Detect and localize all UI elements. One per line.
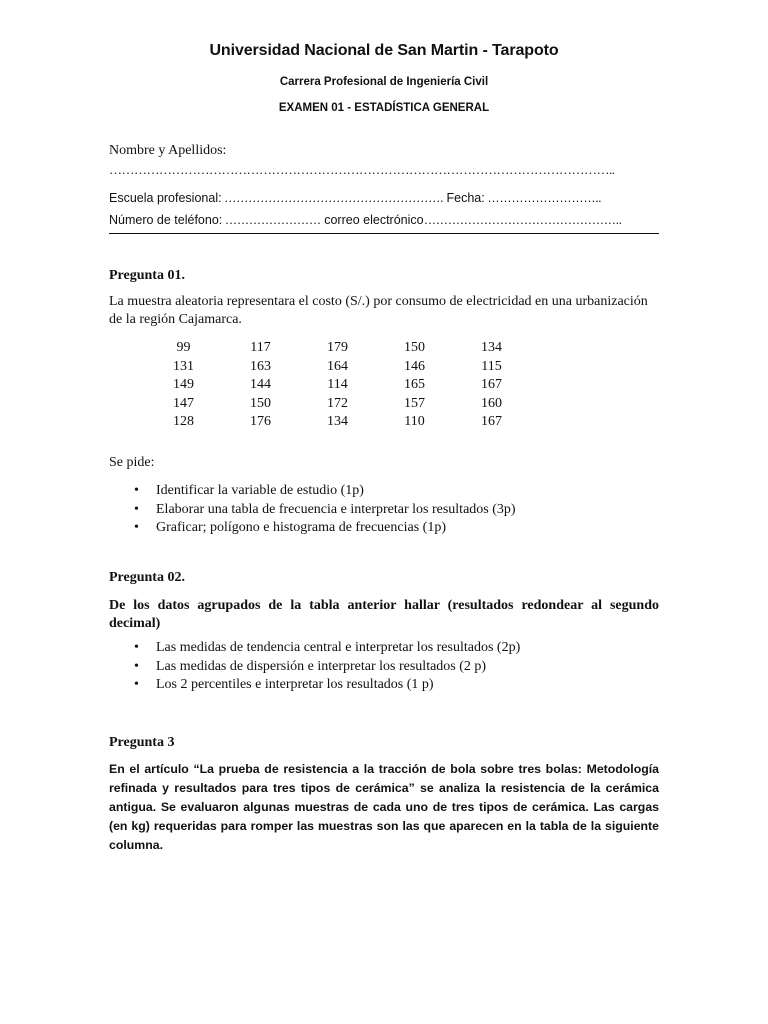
table-cell: 167 xyxy=(481,377,502,393)
table-cell: 110 xyxy=(404,414,425,430)
table-cell: 146 xyxy=(404,358,425,374)
date-field-dots: : ……………………….. xyxy=(481,191,602,205)
bullet-icon: • xyxy=(134,501,139,517)
table-cell: 150 xyxy=(404,340,425,356)
bullet-icon: • xyxy=(134,677,139,692)
school-field-dots: : ………………………………………………. xyxy=(218,191,444,205)
bullet-icon: • xyxy=(134,658,139,674)
table-row xyxy=(145,413,530,432)
table-cell: 167 xyxy=(481,414,502,430)
table-cell: 172 xyxy=(327,395,348,411)
list-item-text: Elaborar una tabla de frecuencia e interpretar los resultados (3p) xyxy=(156,501,516,517)
phone-row xyxy=(109,213,622,227)
list-item-text: Identificar la variable de estudio (1p) xyxy=(156,483,364,498)
question-1-tasks xyxy=(109,482,516,538)
career-title: Carrera Profesional de Ingeniería Civil xyxy=(279,76,489,88)
table-cell: 157 xyxy=(404,395,425,411)
school-label: Escuela profesional xyxy=(109,191,219,205)
table-cell: 131 xyxy=(173,358,194,374)
table-cell: 164 xyxy=(327,358,348,374)
list-item xyxy=(109,676,520,695)
list-item xyxy=(109,501,516,520)
bullet-icon: • xyxy=(134,483,139,498)
table-cell: 99 xyxy=(176,340,191,356)
list-item xyxy=(109,519,516,538)
question-3-text: En el artículo “La prueba de resistencia a la tracción de bola sobre tres bolas: Metodología refinada y resultados para tres tipos de cerámica” se analiza la resistencia de la cerámica antigua. Se evaluaron algunas muestras de cada uno de tres tipos de cerámica. Las cargas (en kg) requeridas para romper las muestras son las que aparecen en la tabla de la siguiente columna. xyxy=(109,762,659,852)
list-item xyxy=(109,639,520,658)
table-cell: 150 xyxy=(250,395,271,411)
list-item xyxy=(109,482,516,501)
list-item xyxy=(109,658,520,677)
table-row xyxy=(145,339,530,358)
table-cell: 179 xyxy=(327,340,348,356)
header-divider xyxy=(109,233,659,234)
phone-field-dots: : …………………… xyxy=(218,213,321,227)
name-field-dots: ………………………………………………………………………………………………………….. xyxy=(109,162,615,177)
list-item-text: Las medidas de dispersión e interpretar los resultados (2 p) xyxy=(156,658,487,674)
table-cell: 117 xyxy=(250,340,271,356)
table-cell: 115 xyxy=(481,358,502,374)
table-cell: 134 xyxy=(481,340,502,356)
school-row xyxy=(109,191,601,205)
table-cell: 160 xyxy=(481,395,502,411)
se-pide-label: Se pide: xyxy=(109,455,155,470)
table-row xyxy=(145,395,530,414)
table-cell: 114 xyxy=(327,377,348,393)
table-cell: 165 xyxy=(404,377,425,393)
table-row xyxy=(145,358,530,377)
question-1-heading: Pregunta 01. xyxy=(109,268,185,283)
question-2-tasks xyxy=(109,639,520,695)
phone-label: Número de teléfono xyxy=(109,213,219,227)
list-item-text: Graficar; polígono e histograma de frecuencias (1p) xyxy=(156,520,446,535)
question-2-text: De los datos agrupados de la tabla anterior hallar (resultados redondear al segundo decimal) xyxy=(109,598,659,631)
table-cell: 163 xyxy=(250,358,271,374)
exam-title: EXAMEN 01 - ESTADÍSTICA GENERAL xyxy=(278,102,490,114)
question-3-heading: Pregunta 3 xyxy=(109,735,175,750)
table-cell: 144 xyxy=(250,377,271,393)
bullet-icon: • xyxy=(134,520,139,535)
name-label: Nombre y Apellidos: xyxy=(109,143,227,158)
table-cell: 147 xyxy=(173,395,194,411)
table-cell: 128 xyxy=(173,414,194,430)
table-cell: 134 xyxy=(327,414,348,430)
bullet-icon: • xyxy=(134,640,139,655)
question-1-text: La muestra aleatoria representara el costo (S/.) por consumo de electricidad en una urbanización de la región Cajamarca. xyxy=(109,294,648,327)
email-field-dots: ………………………………………….. xyxy=(423,213,622,227)
list-item-text: Los 2 percentiles e interpretar los resultados (1 p) xyxy=(156,677,434,692)
electricity-cost-table xyxy=(145,339,530,432)
table-row xyxy=(145,376,530,395)
table-cell: 149 xyxy=(173,377,194,393)
email-label: correo electrónico xyxy=(324,213,424,227)
date-label: Fecha xyxy=(446,191,482,205)
university-title: Universidad Nacional de San Martin - Tarapoto xyxy=(209,42,559,59)
table-cell: 176 xyxy=(250,414,271,430)
list-item-text: Las medidas de tendencia central e interpretar los resultados (2p) xyxy=(156,640,521,655)
question-2-heading: Pregunta 02. xyxy=(109,570,185,585)
